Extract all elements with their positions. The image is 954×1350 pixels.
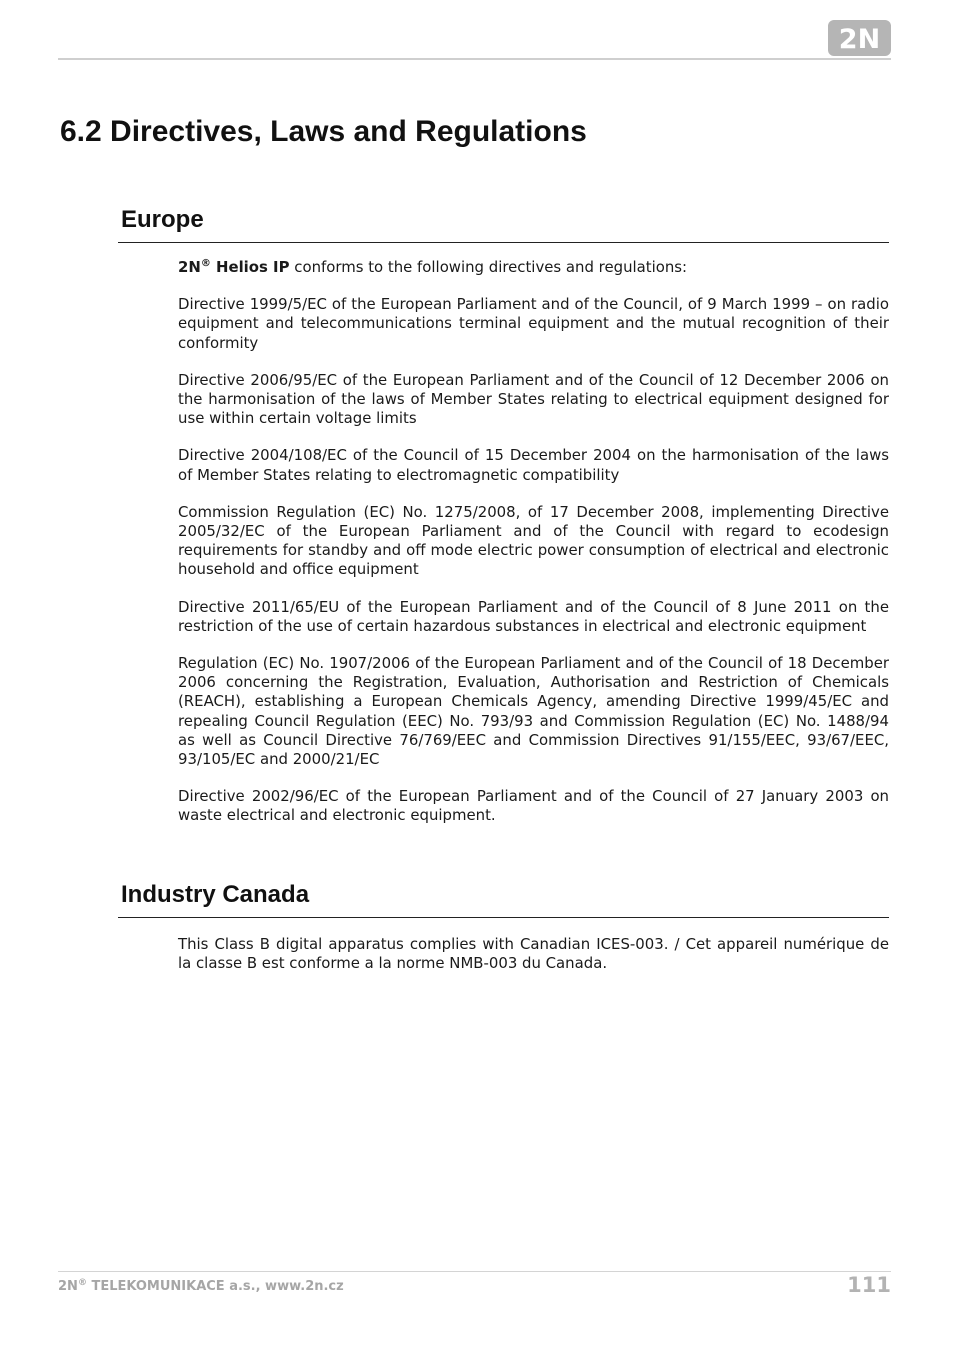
section-heading-industry-canada: Industry Canada: [121, 881, 310, 908]
section-divider-industry-canada: [118, 917, 889, 918]
directive-paragraph: Directive 1999/5/EC of the European Parliament and of the Council, of 9 March 1999 – on radio equipment and telecommunications terminal equipment and the mutual recognition of their conformity: [178, 295, 889, 352]
industry-canada-content: [178, 935, 889, 991]
directive-paragraph: Directive 2002/96/EC of the European Parliament and of the Council of 27 January 2003 on waste electrical and electronic equipment.: [178, 787, 889, 825]
directive-paragraph: Commission Regulation (EC) No. 1275/2008, of 17 December 2008, implementing Directive 2005/32/EC of the European Parliament and of the Council with regard to ecodesign requirements for standby and off mode electric power consumption of electrical and electronic household and office equipment: [178, 502, 889, 579]
logo-text: 2N: [838, 24, 881, 55]
page-title: 6.2 Directives, Laws and Regulations: [60, 115, 587, 148]
2n-logo-icon: [828, 20, 891, 56]
directive-paragraph: Directive 2006/95/EC of the European Parliament and of the Council of 12 December 2006 on the harmonisation of the laws of Member States relating to electrical equipment designed for use within certain voltage limits: [178, 370, 889, 428]
header-divider: [58, 58, 891, 60]
directive-paragraph: Regulation (EC) No. 1907/2006 of the European Parliament and of the Council of 18 December 2006 concerning the Registration, Evaluation, Authorisation and Restriction of Chemicals (REACH), establishing a European Chemicals Agency, amending Directive 1999/45/EC and repealing Council Regulation (EEC) No. 793/93 and Commission Regulation (EC) No. 1488/94 as well as Council Directive 76/769/EEC and Commission Directives 91/155/EEC, 93/67/EEC, 93/105/EC and 2000/21/EC: [178, 654, 889, 769]
footer-company: 2N® TELEKOMUNIKACE a.s., www.2n.cz: [58, 1278, 344, 1294]
section-heading-europe: Europe: [121, 206, 204, 233]
directive-paragraph: Directive 2004/108/EC of the Council of 15 December 2004 on the harmonisation of the laws of Member States relating to electromagnetic compatibility: [178, 446, 889, 484]
intro-paragraph: [178, 258, 889, 277]
section-divider-europe: [118, 242, 889, 243]
page-number: 111: [847, 1273, 891, 1297]
footer-divider: [58, 1271, 891, 1272]
europe-content: [178, 258, 889, 844]
directive-paragraph: Directive 2011/65/EU of the European Parliament and of the Council of 8 June 2011 on the restriction of the use of certain hazardous substances in electrical and electronic equipment: [178, 597, 889, 635]
intro-text: conforms to the following directives and regulations:: [294, 258, 688, 276]
compliance-paragraph: This Class B digital apparatus complies with Canadian ICES-003. / Cet appareil numérique de la classe B est conforme a la norme NMB-003 du Canada.: [178, 935, 889, 973]
brand-name: 2N® Helios IP: [178, 258, 290, 276]
